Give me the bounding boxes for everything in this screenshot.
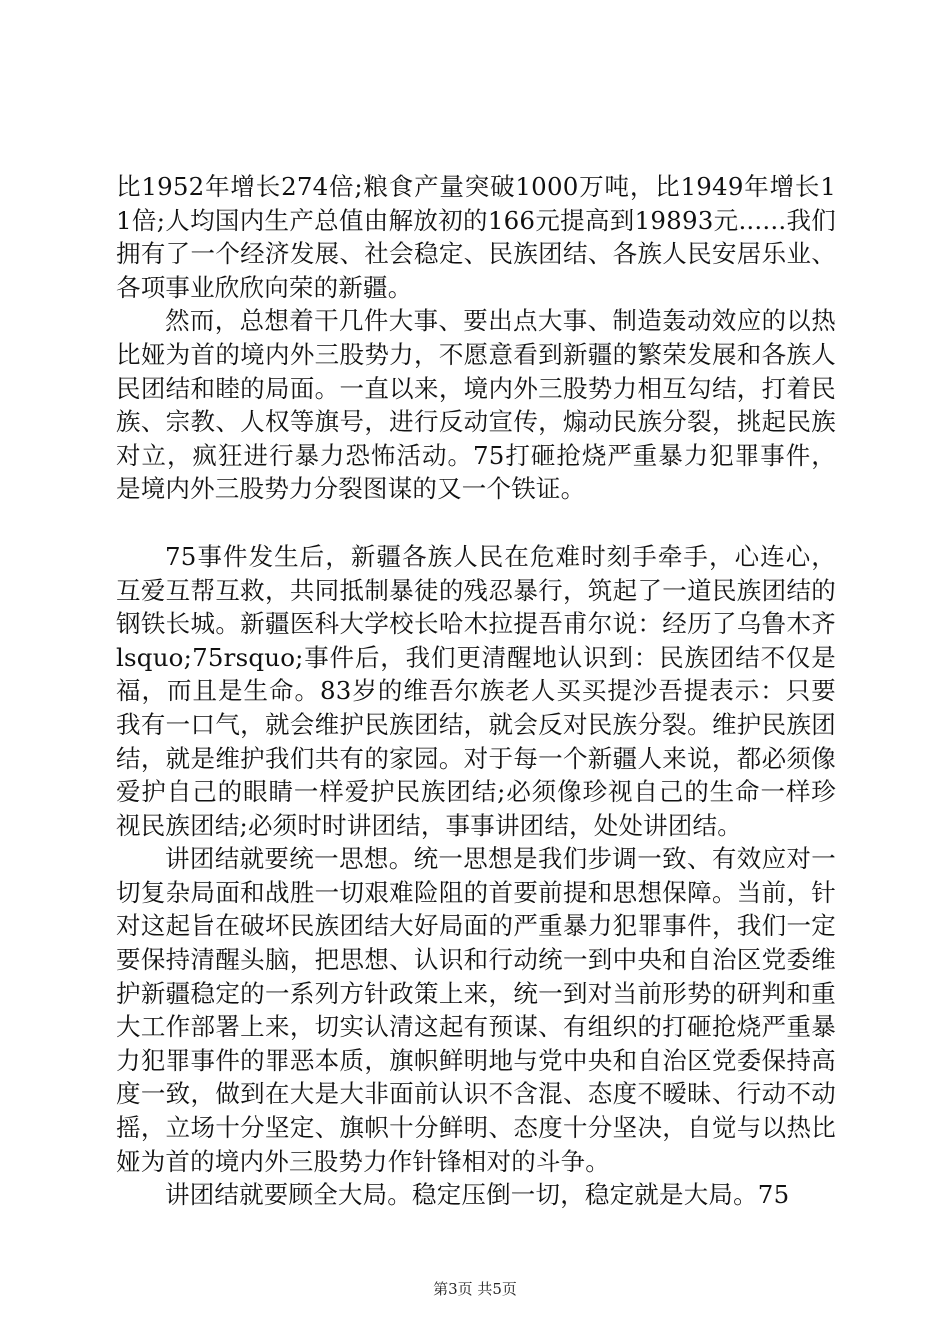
paragraph-5: 讲团结就要顾全大局。稳定压倒一切，稳定就是大局。75 [165, 1180, 790, 1210]
paragraph-1: 比1952年增长274倍;粮食产量突破1000万吨，比1949年增长11倍;人均国内生产总值由解放初的166元提高到19893元......我们拥有了一个经济发展、社会稳定、民族团结、各族人民安居乐业、各项事业欣欣向荣的新疆。 [116, 172, 836, 302]
document-body [116, 170, 836, 1212]
paragraph-4: 讲团结就要统一思想。统一思想是我们步调一致、有效应对一切复杂局面和战胜一切艰难险阻的首要前提和思想保障。当前，针对这起旨在破坏民族团结大好局面的严重暴力犯罪事件，我们一定要保持清醒头脑，把思想、认识和行动统一到中央和自治区党委维护新疆稳定的一系列方针政策上来，统一到对当前形势的研判和重大工作部署上来，切实认清这起有预谋、有组织的打砸抢烧严重暴力犯罪事件的罪恶本质，旗帜鲜明地与党中央和自治区党委保持高度一致，做到在大是大非面前认识不含混、态度不暧昧、行动不动摇，立场十分坚定、旗帜十分鲜明、态度十分坚决，自觉与以热比娅为首的境内外三股势力作针锋相对的斗争。 [116, 844, 836, 1176]
paragraph-gap [116, 506, 836, 540]
paragraph-2: 然而，总想着干几件大事、要出点大事、制造轰动效应的以热比娅为首的境内外三股势力，不愿意看到新疆的繁荣发展和各族人民团结和睦的局面。一直以来，境内外三股势力相互勾结，打着民族、宗教、人权等旗号，进行反动宣传，煽动民族分裂，挑起民族对立，疯狂进行暴力恐怖活动。75打砸抢烧严重暴力犯罪事件，是境内外三股势力分裂图谋的又一个铁证。 [116, 306, 836, 504]
paragraph-3: 75事件发生后，新疆各族人民在危难时刻手牵手，心连心，互爱互帮互救，共同抵制暴徒的残忍暴行，筑起了一道民族团结的钢铁长城。新疆医科大学校长哈木拉提吾甫尔说：经历了乌鲁木齐lsquo;75rsquo;事件后，我们更清醒地认识到：民族团结不仅是福，而且是生命。83岁的维吾尔族老人买买提沙吾提表示：只要我有一口气，就会维护民族团结，就会反对民族分裂。维护民族团结，就是维护我们共有的家园。对于每一个新疆人来说，都必须像爱护自己的眼睛一样爱护民族团结;必须像珍视自己的生命一样珍视民族团结;必须时时讲团结，事事讲团结，处处讲团结。 [116, 541, 836, 840]
page-footer: 第3页 共5页 [433, 1280, 517, 1298]
